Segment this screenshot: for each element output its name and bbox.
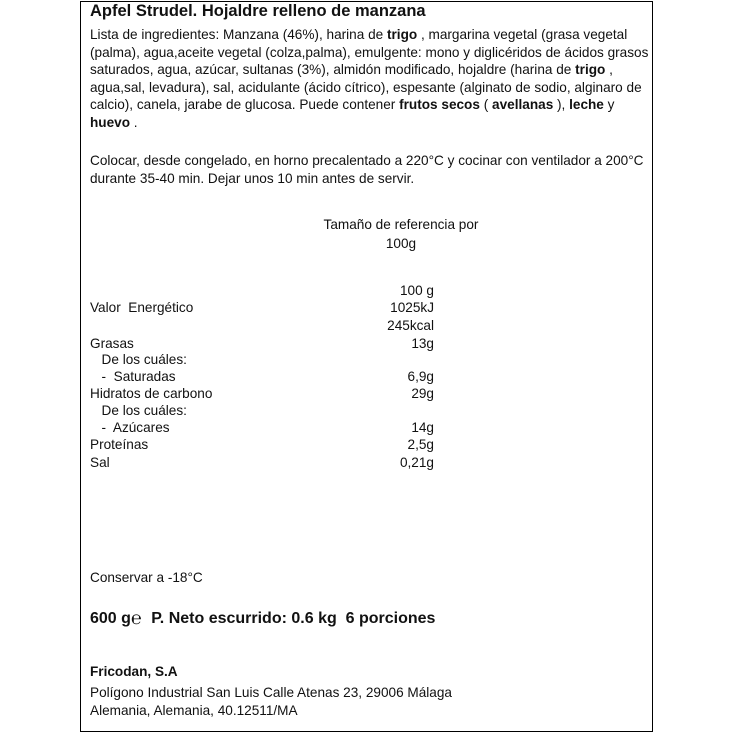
net-weight: 600 g [90,610,131,627]
nutrient-label: Proteínas [90,437,149,452]
allergen-hazelnuts: avellanas [492,97,554,113]
nutrition-reference-header [301,215,501,253]
nutrient-value: 14g [411,420,434,435]
nutrient-value: 245kcal [387,318,434,333]
portions: 6 porciones [345,610,436,627]
nutrient-value: 13g [411,336,434,351]
estimated-sign-icon: ℮ [130,608,142,628]
nutrition-row [0,455,735,473]
reference-line-2: 100g [385,236,417,251]
address-line-1: Polígono Industrial San Luis Calle Atenas 23, 29006 Málaga [90,685,452,700]
nutrition-row [0,386,735,404]
preparation-instructions: Colocar, desde congelado, en horno precalentado a 220°C y cocinar con ventilador a 200°C durante 35-40 min. Dejar unos 10 min antes de servir. [90,153,644,186]
nutrient-value: 1025kJ [390,300,434,315]
ingredients-segment: , margarina vegetal (grasa vegetal (palma), agua,aceite vegetal (colza,palma), emulgente: mono y diglicéridos de ácidos grasos saturados, agua, azúcar, sultanas (3%), almidón modificado, hojaldre (harina de [90,27,649,78]
ingredients-segment: y [603,97,615,113]
nutrient-label: Hidratos de carbono [90,386,213,401]
ingredients-segment: Lista de ingredientes: Manzana (46%), harina de [90,27,387,42]
nutrition-row [0,318,735,336]
reference-line-1: Tamaño de referencia por [323,217,479,232]
nutrition-row [0,437,735,455]
company-address [90,684,452,720]
nutrient-value: 29g [411,386,434,401]
nutrient-value: 2,5g [407,437,434,452]
nutrient-label: Valor Energético [90,300,194,315]
allergen-wheat: trigo [386,27,418,42]
ingredients-segment: ), [553,97,570,113]
nutrition-row [0,403,735,421]
drained-weight: P. Neto escurrido: 0.6 kg [151,610,337,627]
ingredients-segment: ( [479,97,493,113]
product-title: Apfel Strudel. Hojaldre relleno de manzana [90,2,426,20]
net-weight-line [90,607,435,628]
nutrient-label: - Azúcares [94,420,170,435]
company-name: Fricodan, S.A [90,664,178,679]
nutrient-label: Sal [90,455,110,470]
nutrition-row [0,369,735,387]
column-header-value: 100 g [399,283,434,298]
nutrient-label: De los cuáles: [94,352,187,367]
nutrient-label: Grasas [90,336,134,351]
address-line-2: Alemania, Alemania, 40.12511/MA [90,703,298,718]
nutrient-value: 6,9g [407,369,434,384]
allergen-milk: leche [569,97,604,113]
nutrition-row [0,352,735,370]
nutrition-row [0,420,735,438]
nutrient-value: 0,21g [399,455,434,470]
allergen-wheat: trigo [575,62,606,78]
ingredients-segment: . [130,114,138,130]
storage-instructions: Conservar a -18°C [90,570,203,585]
nutrient-label: - Saturadas [94,369,176,384]
nutrient-label: De los cuáles: [94,403,187,418]
ingredients-segment: , agua,sal, levadura), sal, acidulante (ácido cítrico), espesante (alginato de sodio, alginaro de calcio), canela, jarabe de glucosa. Puede contener [90,62,642,113]
ingredients-list [90,26,650,132]
nutrition-row [0,300,735,318]
allergen-nuts: frutos secos [399,97,480,113]
nutrition-column-header [0,283,735,301]
allergen-egg: huevo [90,114,131,130]
